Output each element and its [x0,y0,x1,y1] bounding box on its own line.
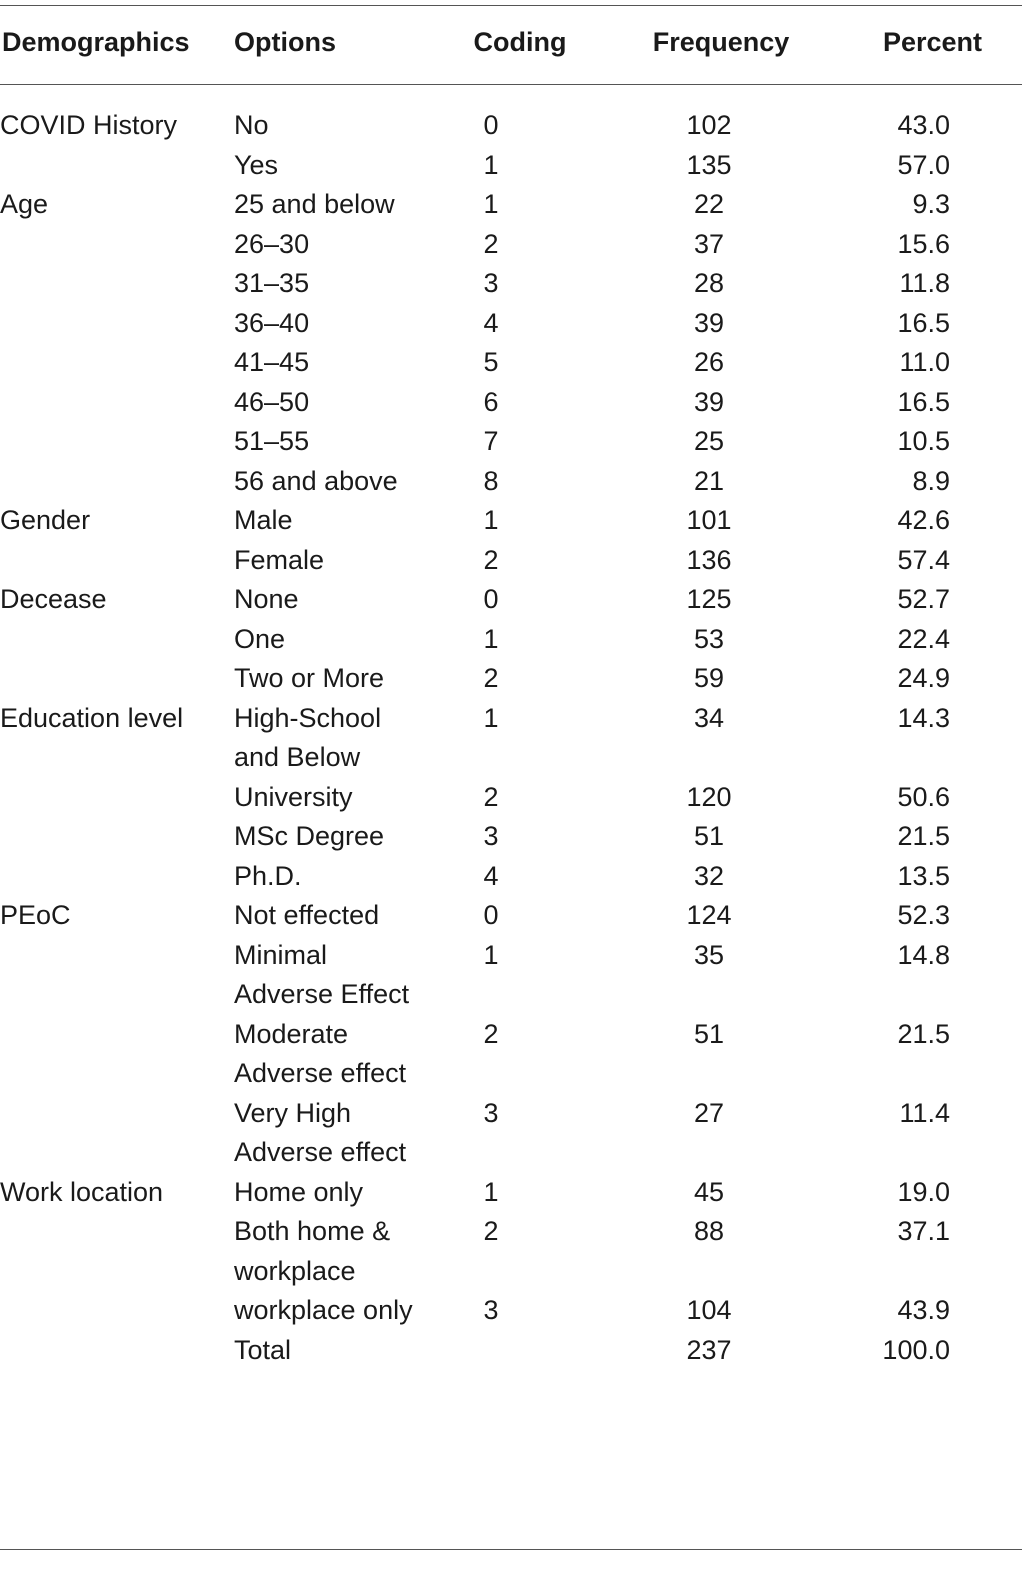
cell-demographic [0,659,232,699]
cell-option: 31–35 [234,268,310,298]
cell-percent: 13.5 [897,860,950,891]
cell-demographic [0,778,232,818]
cell-option: Home only [234,1176,364,1207]
table-row [0,1212,1022,1291]
table-row [0,580,1022,620]
cell-frequency: 53 [693,623,725,654]
cell-demographic [0,383,232,423]
cell-frequency: 124 [686,900,732,930]
cell-demographic [0,1015,232,1094]
cell-frequency: 120 [686,781,732,812]
cell-option: 41–45 [234,347,310,377]
cell-demographic [0,817,232,857]
table-body [0,84,1022,1370]
table-row [0,264,1022,304]
cell-option: 56 and above [234,465,398,496]
table-row [0,699,1022,778]
cell-demographic: Age [0,189,49,219]
table-row [0,462,1022,502]
cell-coding: 1 [483,189,499,219]
cell-percent: 21.5 [897,821,950,851]
cell-coding: 0 [483,584,499,614]
table-row [0,146,1022,186]
table-row [0,620,1022,660]
cell-percent: 43.0 [897,110,950,140]
cell-frequency: 26 [693,347,725,377]
cell-coding: 2 [483,1018,499,1049]
table-row [0,343,1022,383]
cell-option: Male [234,505,293,535]
cell-demographic: COVID History [0,110,178,140]
cell-coding: 4 [483,307,499,338]
cell-demographic: PEoC [0,900,71,930]
cell-option: Total [234,1334,292,1365]
table-row [0,1173,1022,1213]
cell-percent: 24.9 [897,663,950,693]
cell-demographic [0,343,232,383]
cell-option: Moderate Adverse effect [234,1018,407,1088]
cell-coding: 2 [483,781,499,812]
cell-coding: 1 [483,505,499,535]
cell-percent: 21.5 [897,1018,950,1049]
table-row [0,1331,1022,1371]
table-row [0,225,1022,265]
cell-option: Yes [234,149,279,180]
cell-coding: 1 [483,702,499,733]
cell-option: 26–30 [234,228,310,259]
cell-demographic [0,541,232,581]
cell-percent: 37.1 [897,1216,950,1246]
cell-frequency: 104 [686,1295,732,1325]
cell-frequency: 136 [686,544,732,575]
cell-frequency: 22 [693,189,725,219]
cell-option: Two or More [234,663,385,693]
table-header [0,0,1022,84]
cell-frequency: 39 [693,386,725,417]
cell-option: Ph.D. [234,860,302,891]
cell-coding: 2 [483,228,499,259]
cell-frequency: 28 [693,268,725,298]
table-row [0,1094,1022,1173]
cell-frequency: 101 [686,505,732,535]
table-row [0,501,1022,541]
cell-frequency: 51 [693,1018,725,1049]
cell-option: Very High Adverse effect [234,1097,407,1167]
cell-coding: 6 [483,386,499,417]
header-options: Options [234,26,336,57]
cell-percent: 50.6 [897,781,950,812]
cell-demographic [0,146,232,186]
cell-percent: 57.4 [897,544,950,575]
cell-demographic [0,936,232,1015]
cell-coding: 3 [483,1097,499,1128]
cell-demographic [0,1331,232,1371]
cell-option: Not effected [234,900,380,930]
header-row [0,0,1022,84]
cell-frequency: 32 [693,860,725,891]
cell-percent: 11.4 [899,1097,950,1128]
cell-option: High-School and Below [234,702,382,772]
cell-demographic [0,225,232,265]
cell-demographic [0,264,232,304]
cell-percent: 43.9 [897,1295,950,1325]
header-spacer [0,84,1022,106]
cell-coding: 4 [483,860,499,891]
table-row [0,778,1022,818]
cell-coding: 3 [483,821,499,851]
cell-option: No [234,110,269,140]
cell-option: University [234,781,353,812]
cell-frequency: 125 [686,584,732,614]
cell-percent: 14.8 [897,939,950,970]
cell-coding: 0 [483,110,499,140]
table-bottom-rule [0,1549,1022,1550]
cell-demographic [0,620,232,660]
table-row [0,1291,1022,1331]
header-frequency: Frequency [652,26,790,57]
cell-frequency: 25 [693,426,725,456]
cell-demographic [0,1291,232,1331]
cell-coding: 5 [483,347,499,377]
cell-option: Female [234,544,325,575]
cell-option: 46–50 [234,386,310,417]
cell-demographic: Work location [0,1176,164,1207]
table-row [0,383,1022,423]
table-row [0,1015,1022,1094]
cell-option: 25 and below [234,189,395,219]
cell-percent: 8.9 [912,465,950,496]
cell-frequency: 45 [693,1176,725,1207]
cell-frequency: 21 [693,465,725,496]
cell-percent: 14.3 [897,702,950,733]
cell-demographic [0,462,232,502]
cell-frequency: 237 [686,1334,732,1365]
cell-coding: 3 [483,1295,499,1325]
cell-demographic [0,857,232,897]
table-row [0,817,1022,857]
cell-frequency: 135 [686,149,732,180]
cell-option: 51–55 [234,426,310,456]
cell-option: Minimal Adverse Effect [234,939,410,1009]
cell-demographic: Education level [0,702,184,733]
cell-coding: 1 [483,623,499,654]
cell-percent: 52.7 [897,584,950,614]
cell-percent: 42.6 [897,505,950,535]
cell-percent: 11.8 [899,268,950,298]
cell-coding: 8 [483,465,499,496]
cell-coding: 0 [483,900,499,930]
cell-coding: 2 [483,663,499,693]
table-row [0,541,1022,581]
table-row [0,857,1022,897]
header-percent: Percent [882,26,982,57]
cell-coding: 1 [483,1176,499,1207]
cell-demographic [0,304,232,344]
cell-coding: 2 [483,544,499,575]
cell-percent: 52.3 [897,900,950,930]
cell-coding: 1 [483,149,499,180]
cell-coding: 2 [483,1216,499,1246]
cell-demographic [0,422,232,462]
cell-percent: 19.0 [897,1176,950,1207]
cell-demographic [0,1094,232,1173]
cell-coding [432,1331,608,1371]
header-demographics: Demographics [2,26,190,57]
cell-percent: 16.5 [897,307,950,338]
cell-percent: 57.0 [897,149,950,180]
table-row [0,659,1022,699]
cell-percent: 11.0 [899,347,950,377]
cell-frequency: 34 [693,702,725,733]
cell-demographic: Gender [0,505,91,535]
cell-frequency: 27 [693,1097,725,1128]
table-row [0,304,1022,344]
table-row [0,936,1022,1015]
cell-frequency: 88 [693,1216,725,1246]
cell-frequency: 59 [693,663,725,693]
cell-option: workplace only [234,1295,413,1325]
cell-option: MSc Degree [234,821,385,851]
table-row [0,422,1022,462]
cell-percent: 100.0 [882,1334,950,1365]
cell-percent: 9.3 [912,189,950,219]
cell-option: 36–40 [234,307,310,338]
cell-coding: 1 [483,939,499,970]
table-row [0,896,1022,936]
cell-demographic [0,1212,232,1291]
cell-frequency: 51 [693,821,725,851]
cell-option: One [234,623,286,654]
cell-percent: 15.6 [897,228,950,259]
table-row [0,185,1022,225]
cell-frequency: 102 [686,110,732,140]
cell-demographic: Decease [0,584,107,614]
cell-frequency: 39 [693,307,725,338]
cell-coding: 3 [483,268,499,298]
cell-percent: 10.5 [897,426,950,456]
cell-option: None [234,584,299,614]
cell-percent: 22.4 [897,623,950,654]
table-row [0,106,1022,146]
cell-percent: 16.5 [897,386,950,417]
cell-coding: 7 [483,426,499,456]
cell-frequency: 35 [693,939,725,970]
header-coding: Coding [473,26,567,57]
cell-option: Both home & workplace [234,1216,391,1286]
cell-frequency: 37 [693,228,725,259]
